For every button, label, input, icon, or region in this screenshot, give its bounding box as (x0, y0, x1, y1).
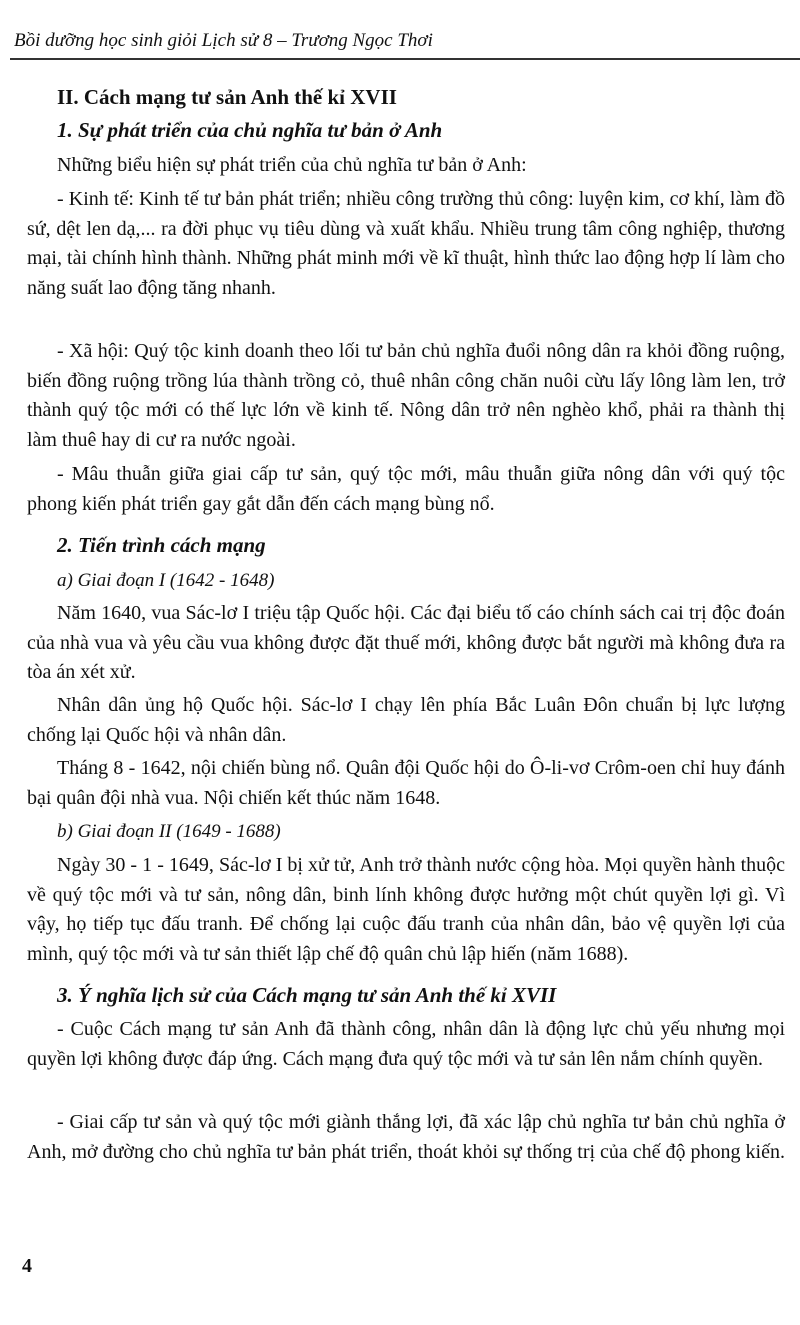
heading-3: 3. Ý nghĩa lịch sử của Cách mạng tư sản Anh thế kỉ XVII (57, 983, 557, 1007)
phase-1-title: a) Giai đoạn I (1642 - 1648) (57, 570, 275, 591)
heading-2: 2. Tiến trình cách mạng (57, 533, 266, 557)
para-people: Nhân dân ủng hộ Quốc hội. Sác-lơ I chạy lên phía Bắc Luân Đôn chuẩn bị lực lượng chống lại Quốc hội và nhân dân. (27, 694, 785, 746)
para-1640: Năm 1640, vua Sác-lơ I triệu tập Quốc hội. Các đại biểu tố cáo chính sách cai trị độc đoán của nhà vua và yêu cầu vua không được đặt thuế mới, không được bắt người mà không đưa ra tòa án xét xử. (27, 602, 785, 683)
section-title: II. Cách mạng tư sản Anh thế kỉ XVII (57, 85, 397, 109)
phase-2-title: b) Giai đoạn II (1649 - 1688) (57, 821, 281, 842)
heading-1: 1. Sự phát triển của chủ nghĩa tư bản ở Anh (57, 118, 443, 142)
header-rule (10, 58, 800, 60)
para-significance-1: - Cuộc Cách mạng tư sản Anh đã thành công, nhân dân là động lực chủ yếu nhưng mọi quyền lợi không được đáp ứng. Cách mạng đưa quý tộc mới và tư sản lên nắm chính quyền. (27, 1018, 785, 1070)
page-number: 4 (22, 1255, 32, 1277)
para-significance-2: - Giai cấp tư sản và quý tộc mới giành thắng lợi, đã xác lập chủ nghĩa tư bản chủ nghĩa ở Anh, mở đường cho chủ nghĩa tư bản phát triển, thoát khỏi sự thống trị của chế độ phong kiến. (27, 1111, 785, 1163)
running-header: Bồi dưỡng học sinh giỏi Lịch sử 8 – Trương Ngọc Thơi (14, 30, 433, 51)
para-civil-war: Tháng 8 - 1642, nội chiến bùng nổ. Quân đội Quốc hội do Ô-li-vơ Crôm-oen chỉ huy đánh bại quân đội nhà vua. Nội chiến kết thúc năm 1648. (27, 757, 785, 809)
para-economy: - Kinh tế: Kinh tế tư bản phát triển; nhiều công trường thủ công: luyện kim, cơ khí, làm đồ sứ, dệt len dạ,... ra đời phục vụ tiêu dùng và xuất khẩu. Nhiều trung tâm công nghiệp, thương mại, tài chính hình thành. Những phát minh mới về kĩ thuật, hình thức lao động hợp lí làm cho năng suất lao động tăng nhanh. (27, 188, 785, 299)
para-society: - Xã hội: Quý tộc kinh doanh theo lối tư bản chủ nghĩa đuổi nông dân ra khỏi đồng ruộng, biến đồng ruộng trồng lúa thành trồng cỏ, thuê nhân công chăn nuôi cừu lấy lông làm len, trở thành quý tộc mới có thế lực lớn về kinh tế. Nông dân trở nên nghèo khổ, phải ra thành thị làm thuê hay di cư ra nước ngoài. (27, 340, 785, 451)
intro: Những biểu hiện sự phát triển của chủ nghĩa tư bản ở Anh: (57, 154, 527, 176)
para-conflict: - Mâu thuẫn giữa giai cấp tư sản, quý tộc mới, mâu thuẫn giữa nông dân với quý tộc phong kiến phát triển gay gắt dẫn đến cách mạng bùng nổ. (27, 463, 785, 515)
para-1649: Ngày 30 - 1 - 1649, Sác-lơ I bị xử tử, Anh trở thành nước cộng hòa. Mọi quyền hành thuộc về quý tộc mới và tư sản, nông dân, binh lính không được hưởng một chút quyền lợi gì. Vì vậy, họ tiếp tục đấu tranh. Để chống lại cuộc đấu tranh của nhân dân, bảo vệ quyền lợi của mình, quý tộc mới và tư sản thiết lập chế độ quân chủ lập hiến (năm 1688). (27, 854, 785, 965)
